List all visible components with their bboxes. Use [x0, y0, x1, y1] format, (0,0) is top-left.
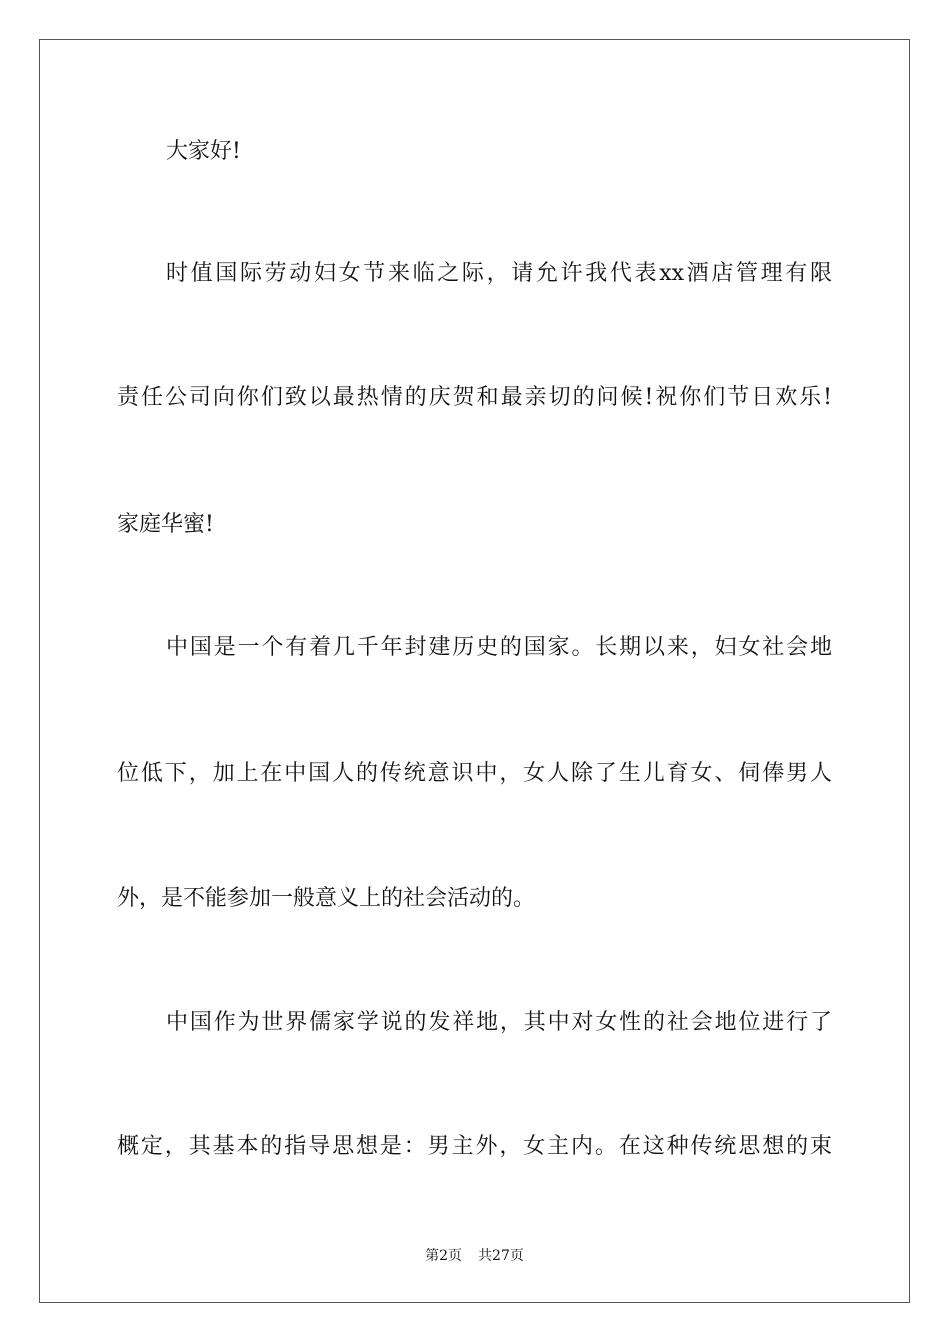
text-line: 时值国际劳动妇女节来临之际，请允许我代表xx酒店管理有限 — [166, 261, 832, 286]
total-pages: 共27页 — [478, 1248, 524, 1264]
text-line: 责任公司向你们致以最热情的庆贺和最亲切的问候!祝你们节日欢乐! — [117, 385, 832, 410]
text-line-greeting: 大家好! — [166, 139, 241, 164]
page-number: 第2页 — [425, 1248, 463, 1264]
page-frame — [39, 39, 910, 1303]
text-line: 中国作为世界儒家学说的发祥地，其中对女性的社会地位进行了 — [166, 1010, 832, 1035]
text-line: 位低下，加上在中国人的传统意识中，女人除了生儿育女、伺俸男人 — [117, 761, 832, 786]
page-footer — [40, 1246, 909, 1266]
text-line: 概定，其基本的指导思想是：男主外，女主内。在这种传统思想的束 — [117, 1134, 832, 1159]
text-line: 外，是不能参加一般意义上的社会活动的。 — [117, 886, 536, 911]
text-line: 中国是一个有着几千年封建历史的国家。长期以来，妇女社会地 — [166, 635, 832, 660]
text-line: 家庭华蜜! — [117, 512, 214, 537]
